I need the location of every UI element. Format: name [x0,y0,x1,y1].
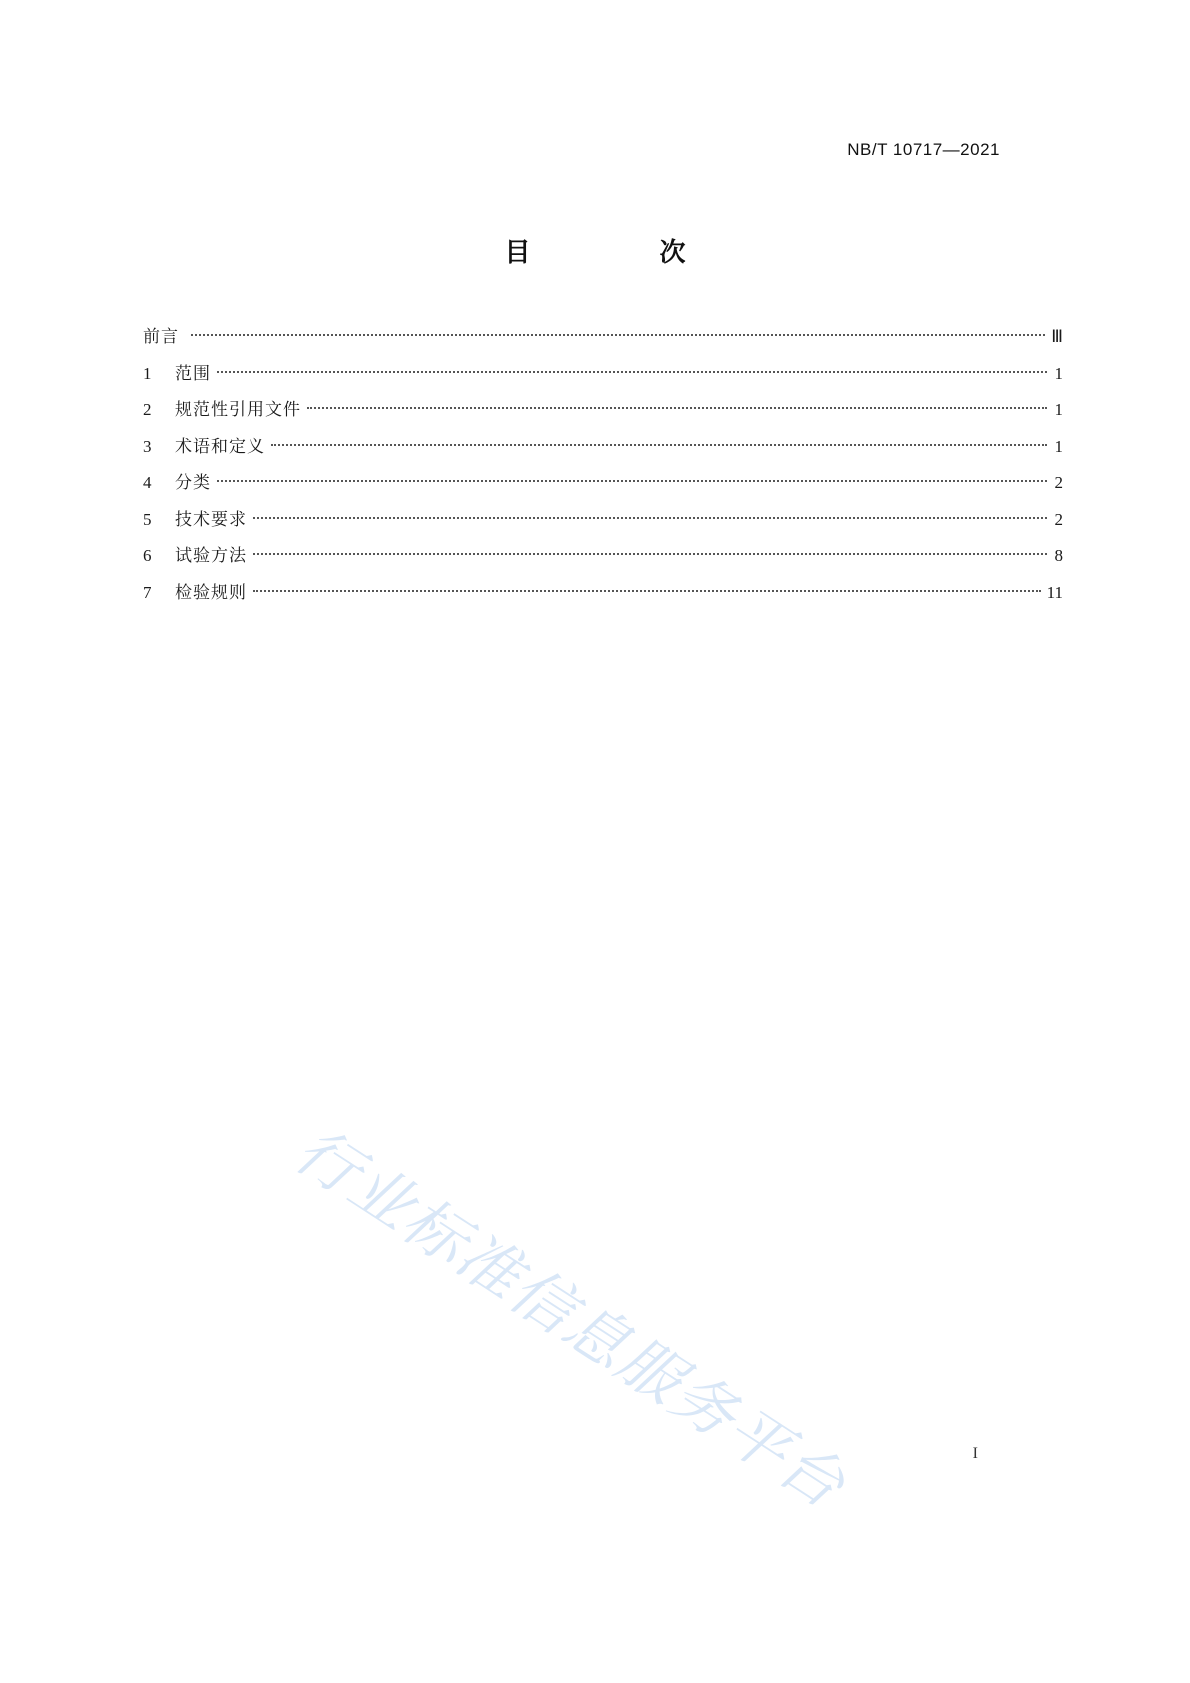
table-of-contents [143,322,1063,614]
toc-entry-scope[interactable] [143,359,1063,396]
toc-entry-page: 1 [1054,436,1063,456]
toc-entry-number: 7 [143,582,152,602]
toc-entry-technical-requirements[interactable] [143,505,1063,542]
toc-dot-leader [191,334,1045,336]
toc-entry-number: 1 [143,363,152,383]
toc-entry-normative-references[interactable] [143,395,1063,432]
toc-entry-page: 11 [1046,582,1063,602]
toc-entry-inspection-rules[interactable] [143,578,1063,615]
toc-entry-number: 5 [143,509,152,529]
toc-entry-number: 2 [143,400,152,419]
toc-entry-page: Ⅲ [1051,327,1063,346]
toc-entry-number: 3 [143,436,152,456]
toc-entry-terms-definitions[interactable] [143,432,1063,469]
toc-entry-label: 前言 [143,327,179,347]
toc-entry-page: 2 [1054,473,1063,492]
toc-entry-test-methods[interactable] [143,541,1063,578]
toc-entry-page: 8 [1054,546,1063,565]
toc-entry-page: 1 [1054,363,1063,383]
toc-entry-page: 1 [1054,400,1063,419]
toc-entry-label: 分类 [175,473,211,493]
page-number: I [972,1445,978,1462]
toc-dot-leader [253,553,1047,555]
standard-code: NB/T 10717—2021 [847,140,1000,159]
toc-entry-number: 4 [143,473,152,492]
toc-entry-classification[interactable] [143,468,1063,505]
toc-dot-leader [217,480,1047,482]
toc-title: 目 次 [504,238,746,268]
toc-entry-page: 2 [1054,509,1063,529]
toc-entry-foreword[interactable] [143,322,1063,359]
toc-entry-label: 试验方法 [175,546,247,566]
toc-entry-label: 规范性引用文件 [175,400,301,420]
toc-entry-label: 技术要求 [175,509,247,530]
watermark: 行业标准信息服务平台 [282,1113,859,1523]
toc-dot-leader [271,444,1047,446]
toc-dot-leader [217,371,1047,373]
toc-dot-leader [253,590,1041,592]
toc-entry-label: 范围 [175,363,211,384]
toc-entry-label: 术语和定义 [175,436,265,457]
toc-entry-number: 6 [143,546,152,565]
toc-entry-label: 检验规则 [175,582,247,603]
toc-dot-leader [307,407,1047,409]
toc-dot-leader [253,517,1047,519]
